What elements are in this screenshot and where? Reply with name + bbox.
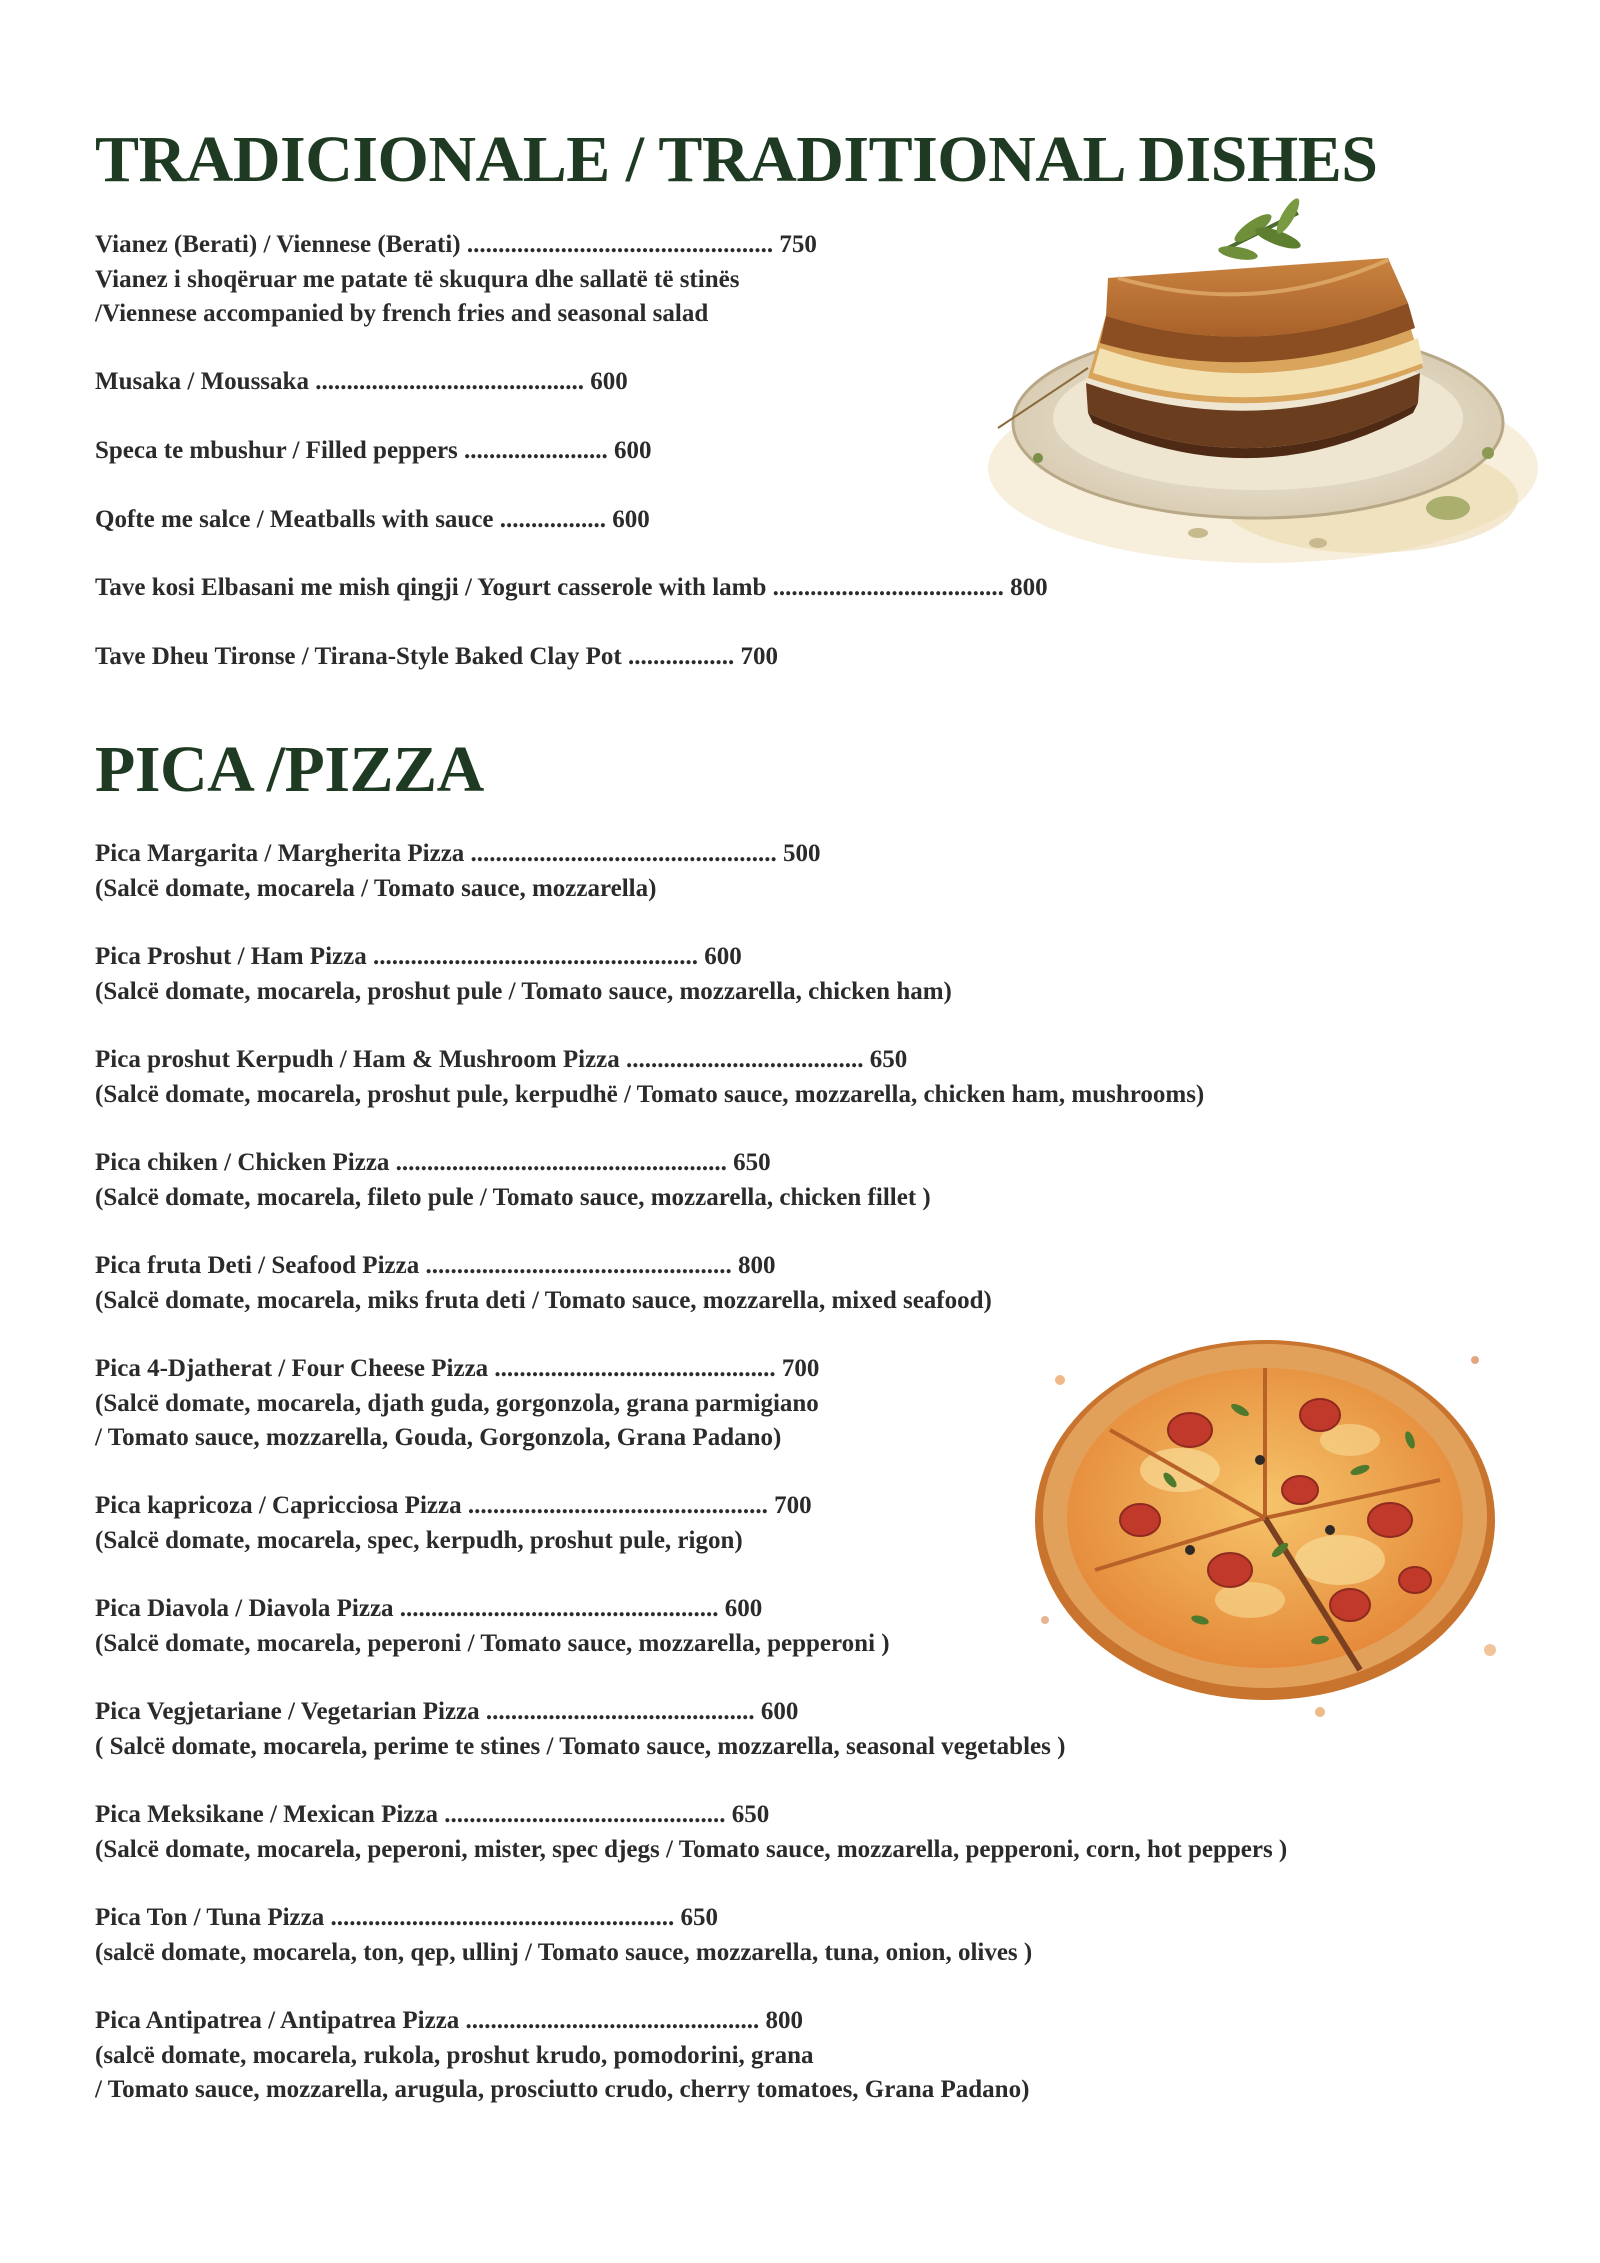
item-name-price: Pica Proshut / Ham Pizza .................................................... 600 xyxy=(95,943,742,970)
section-title-traditional: TRADICIONALE / TRADITIONAL DISHES xyxy=(95,123,1378,196)
item-description: (salcë domate, mocarela, ton, qep, ullinj / Tomato sauce, mozzarella, tuna, onion, olives ) xyxy=(95,1938,1033,1966)
item-description: (Salcë domate, mocarela, djath guda, gorgonzola, grana parmigiano xyxy=(95,1389,819,1417)
item-description: (Salcë domate, mocarela, peperoni, mister, spec djegs / Tomato sauce, mozzarella, pepperoni, corn, hot peppers ) xyxy=(95,1835,1288,1863)
menu-item xyxy=(95,1901,1032,1970)
item-name-price: Pica 4-Djatherat / Four Cheese Pizza ............................................. 700 xyxy=(95,1355,820,1382)
item-description: (Salcë domate, mocarela, proshut pule / Tomato sauce, mozzarella, chicken ham) xyxy=(95,977,952,1005)
item-description: (Salcë domate, mocarela / Tomato sauce, mozzarella) xyxy=(95,874,657,902)
menu-item xyxy=(95,1043,1204,1112)
item-name-price: Qofte me salce / Meatballs with sauce ................. 600 xyxy=(95,506,650,533)
menu-item xyxy=(95,228,817,332)
menu-item xyxy=(95,1249,992,1318)
menu-item xyxy=(95,640,778,675)
item-name-price: Musaka / Moussaka ........................................... 600 xyxy=(95,368,628,395)
section-title-pizza: PICA /PIZZA xyxy=(95,733,484,806)
item-name-price: Vianez (Berati) / Viennese (Berati) ................................................. 750 xyxy=(95,231,817,258)
item-name-price: Pica Meksikane / Mexican Pizza ............................................. 650 xyxy=(95,1801,770,1828)
item-name-price: Tave kosi Elbasani me mish qingji / Yogurt casserole with lamb ..................................... 800 xyxy=(95,574,1048,601)
menu-item xyxy=(95,1592,890,1661)
item-name-price: Pica Antipatrea / Antipatrea Pizza ............................................... 800 xyxy=(95,2007,804,2034)
item-name-price: Speca te mbushur / Filled peppers ....................... 600 xyxy=(95,437,652,464)
menu-item xyxy=(95,1695,1065,1764)
menu-item xyxy=(95,1352,819,1456)
item-description: / Tomato sauce, mozzarella, Gouda, Gorgonzola, Grana Padano) xyxy=(95,1424,782,1451)
item-description: /Viennese accompanied by french fries and seasonal salad xyxy=(95,300,709,327)
menu-item xyxy=(95,434,652,469)
item-name-price: Pica Ton / Tuna Pizza ....................................................... 650 xyxy=(95,1904,718,1931)
menu-item xyxy=(95,1489,812,1558)
item-name-price: Pica fruta Deti / Seafood Pizza ................................................. 800 xyxy=(95,1252,776,1279)
menu-item xyxy=(95,1146,931,1215)
menu-item xyxy=(95,837,821,906)
item-description: / Tomato sauce, mozzarella, arugula, prosciutto crudo, cherry tomatoes, Grana Padano) xyxy=(95,2076,1030,2103)
item-description: (Salcë domate, mocarela, fileto pule / Tomato sauce, mozzarella, chicken fillet ) xyxy=(95,1183,931,1211)
menu-item xyxy=(95,503,650,538)
moussaka-illustration xyxy=(968,198,1538,573)
item-description: (Salcë domate, mocarela, miks fruta deti / Tomato sauce, mozzarella, mixed seafood) xyxy=(95,1286,992,1314)
item-description: (Salcë domate, mocarela, peperoni / Tomato sauce, mozzarella, pepperoni ) xyxy=(95,1629,890,1657)
pizza-illustration xyxy=(1020,1320,1510,1720)
item-description: (salcë domate, mocarela, rukola, proshut krudo, pomodorini, grana xyxy=(95,2041,814,2069)
menu-item xyxy=(95,1798,1287,1867)
item-name-price: Pica chiken / Chicken Pizza ..................................................... 650 xyxy=(95,1149,771,1176)
item-name-price: Pica proshut Kerpudh / Ham & Mushroom Pizza ...................................... 650 xyxy=(95,1046,908,1073)
item-name-price: Pica Margarita / Margherita Pizza ................................................. 500 xyxy=(95,840,821,867)
item-description: (Salcë domate, mocarela, proshut pule, kerpudhë / Tomato sauce, mozzarella, chicken ham, mushrooms) xyxy=(95,1080,1205,1108)
item-name-price: Pica Vegjetariane / Vegetarian Pizza ........................................... 600 xyxy=(95,1698,799,1725)
item-description: ( Salcë domate, mocarela, perime te stines / Tomato sauce, mozzarella, seasonal vegetables ) xyxy=(95,1732,1066,1760)
menu-item xyxy=(95,365,628,400)
item-name-price: Pica Diavola / Diavola Pizza ................................................... 600 xyxy=(95,1595,763,1622)
item-name-price: Pica kapricoza / Capricciosa Pizza ................................................ 700 xyxy=(95,1492,812,1519)
item-name-price: Tave Dheu Tironse / Tirana-Style Baked Clay Pot ................. 700 xyxy=(95,643,778,670)
menu-item xyxy=(95,940,952,1009)
menu-item xyxy=(95,2004,1029,2108)
item-description: (Salcë domate, mocarela, spec, kerpudh, proshut pule, rigon) xyxy=(95,1526,743,1554)
item-description: Vianez i shoqëruar me patate të skuqura dhe sallatë të stinës xyxy=(95,265,740,293)
menu-item xyxy=(95,571,1048,606)
